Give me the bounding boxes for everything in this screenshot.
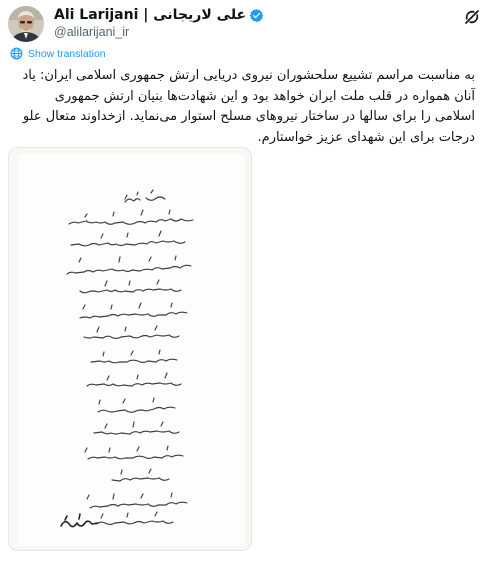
author-display-name[interactable] [54,7,264,24]
show-translation-link[interactable] [10,47,106,60]
author-block [54,7,264,41]
grok-icon[interactable] [463,8,481,26]
verified-badge-icon [249,8,264,23]
show-translation-label: Show translation [28,47,106,60]
tweet-text [8,66,475,148]
globe-icon [10,47,23,60]
tweet-text-line: درجات برای این شهدای عزیز خواستارم. [257,129,475,145]
avatar[interactable] [8,6,44,42]
handwritten-letter-image [9,148,252,551]
tweet-media-image[interactable] [8,147,252,551]
tweet-text-line: به مناسبت مراسم تشییع سلحشوران نیروی دریایی ارتش جمهوری اسلامی ایران: یاد [22,68,475,83]
tweet-text-line: آنان همواره در قلب ملت ایران خواهد بود و این شهادت‌ها بنیان ارتش جمهوری [54,88,475,104]
tweet-header [8,6,481,42]
tweet-text-line: اسلامی را برای سالها در ساختار نیروهای مسلح استوار می‌نماید. ازخداوند متعال علو [22,109,475,125]
author-name-text: Ali Larijani | علی لاریجانی [54,7,247,23]
author-handle[interactable]: @alilarijani_ir [54,25,130,39]
avatar-portrait-icon [8,6,44,42]
